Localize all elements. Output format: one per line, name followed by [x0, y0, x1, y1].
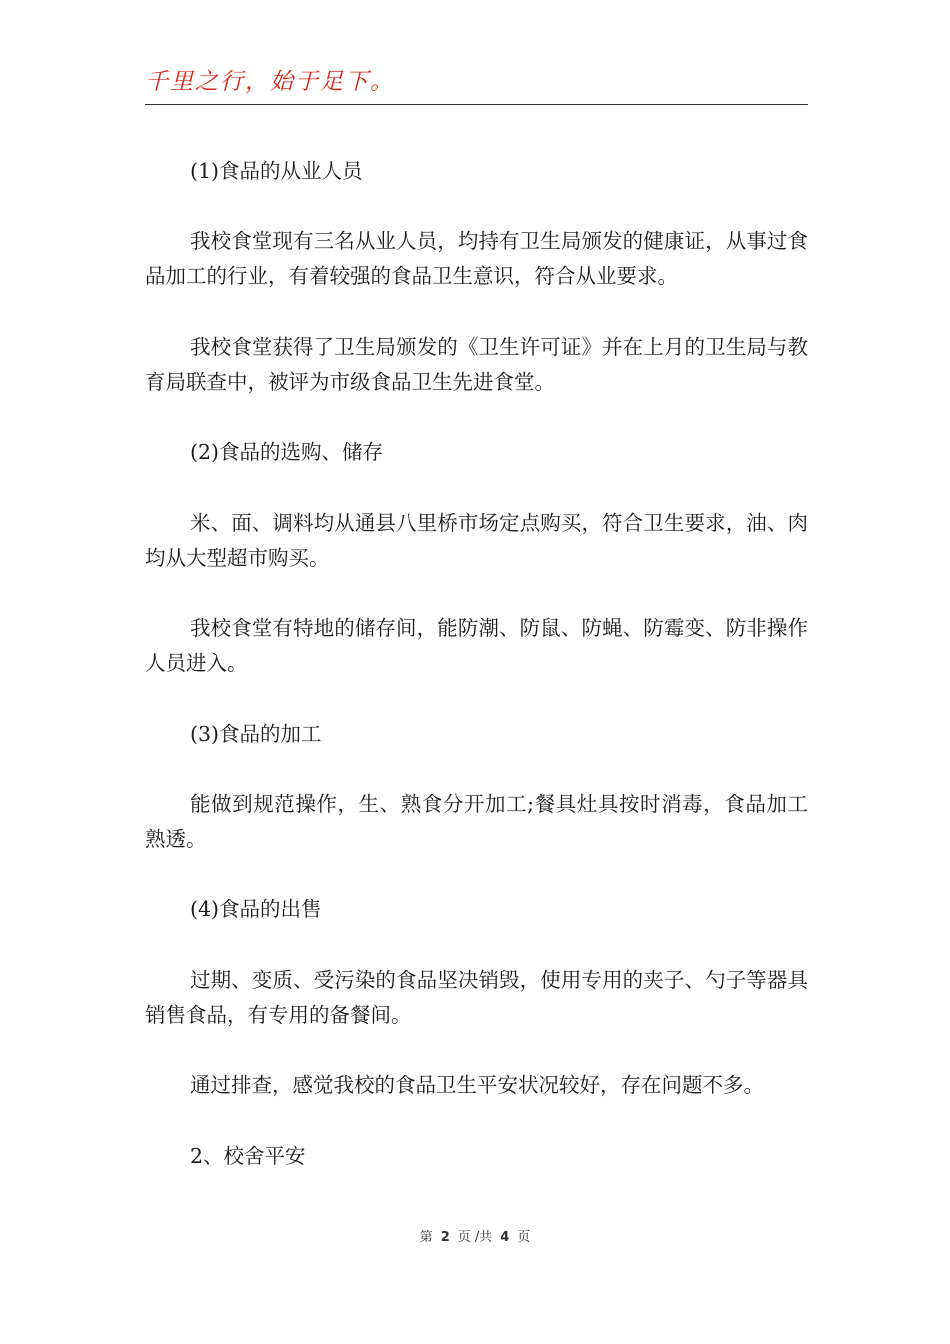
header-motto: 千里之行，始于足下。 [145, 69, 395, 95]
paragraph: 我校食堂有特地的储存间，能防潮、防鼠、防蝇、防霉变、防非操作人员进入。 [145, 616, 808, 675]
paragraph: 我校食堂获得了卫生局颁发的《卫生许可证》并在上月的卫生局与教育局联查中，被评为市级食品卫生先进食堂。 [145, 335, 808, 394]
paragraph: 米、面、调料均从通县八里桥市场定点购买，符合卫生要求，油、肉均从大型超市购买。 [145, 511, 808, 570]
page-header [145, 66, 808, 105]
page-footer [0, 1228, 950, 1248]
footer-mid: 页 /共 [457, 1230, 493, 1245]
footer-total-pages: 4 [500, 1230, 510, 1245]
section-heading-5: 2、校舍平安 [190, 1144, 306, 1168]
section-heading-2: (2)食品的选购、储存 [190, 440, 384, 464]
paragraph: 能做到规范操作，生、熟食分开加工;餐具灶具按时消毒，食品加工熟透。 [145, 792, 808, 851]
section-heading-4: (4)食品的出售 [190, 897, 322, 921]
footer-prefix: 第 [419, 1230, 433, 1245]
paragraph: 我校食堂现有三名从业人员，均持有卫生局颁发的健康证，从事过食品加工的行业，有着较强的食品卫生意识，符合从业要求。 [145, 229, 808, 288]
paragraph: 过期、变质、受污染的食品坚决销毁，使用专用的夹子、勺子等器具销售食品，有专用的备餐间。 [145, 968, 808, 1027]
footer-page-number: 2 [440, 1230, 450, 1245]
section-heading-1: (1)食品的从业人员 [190, 159, 363, 183]
section-heading-3: (3)食品的加工 [190, 722, 322, 746]
paragraph: 通过排查，感觉我校的食品卫生平安状况较好，存在问题不多。 [190, 1073, 764, 1097]
footer-suffix: 页 [517, 1230, 531, 1245]
